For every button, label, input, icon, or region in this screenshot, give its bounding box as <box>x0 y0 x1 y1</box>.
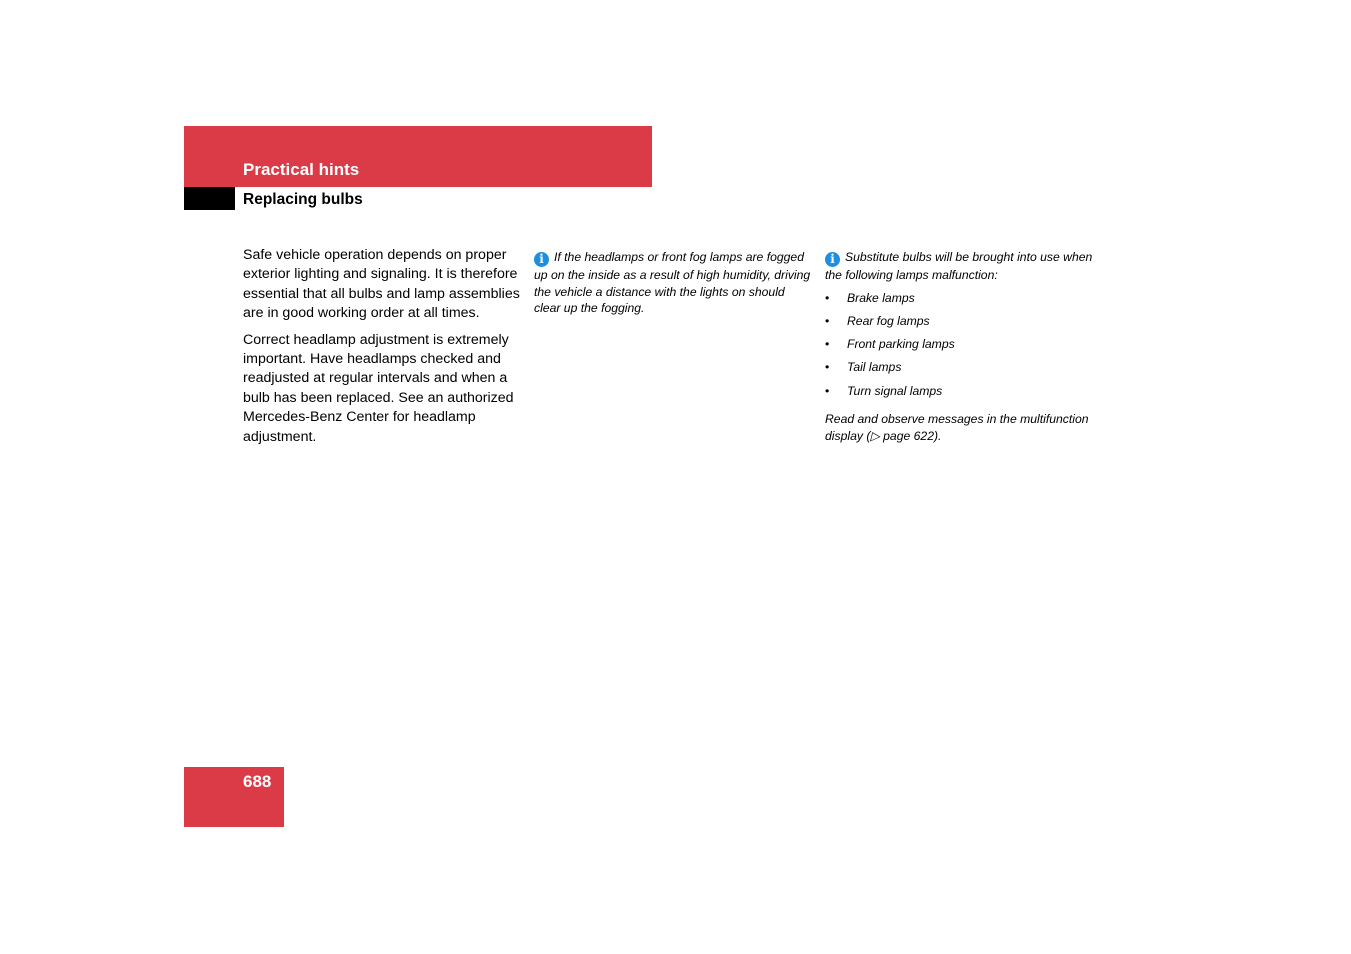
lamp-list <box>825 290 1110 406</box>
list-item: • Tail lamps <box>825 360 902 375</box>
info-note-intro: Substitute bulbs will be brought into use when the following lamps malfunction: <box>825 250 1093 282</box>
bullet-icon: • <box>825 383 830 398</box>
list-item: • Rear fog lamps <box>825 313 930 328</box>
info-icon: i <box>825 252 840 267</box>
page-reference-note: Read and observe messages in the multifunction display (▷ page 622). <box>825 412 1089 443</box>
info-note-substitute-bulbs <box>825 249 1110 444</box>
list-item: • Front parking lamps <box>825 337 955 352</box>
subsection-title: Replacing bulbs <box>243 191 363 208</box>
bullet-icon: • <box>825 360 830 375</box>
bullet-icon: • <box>825 290 830 305</box>
body-paragraph: Correct headlamp adjustment is extremely important. Have headlamps checked and readjusted at regular intervals and when a bulb has been replaced. See an authorized Mercedes-Benz Center for headlamp adjustment. <box>243 331 514 445</box>
page-number: 688 <box>243 772 272 791</box>
info-note-fogging <box>534 249 814 317</box>
list-item: • Turn signal lamps <box>825 383 943 398</box>
body-column-left <box>243 246 523 454</box>
bullet-icon: • <box>825 337 830 352</box>
info-note-text: If the headlamps or front fog lamps are fogged up on the inside as a result of high humidity, driving the vehicle a distance with the lights on should clear up the fogging. <box>534 250 811 316</box>
section-marker-tab <box>184 187 235 210</box>
section-title: Practical hints <box>243 160 360 179</box>
info-icon: i <box>534 252 549 267</box>
list-item: • Brake lamps <box>825 290 915 305</box>
body-paragraph: Safe vehicle operation depends on proper exterior lighting and signaling. It is therefore essential that all bulbs and lamp assemblies are in good working order at all times. <box>243 247 520 322</box>
bullet-icon: • <box>825 313 830 328</box>
